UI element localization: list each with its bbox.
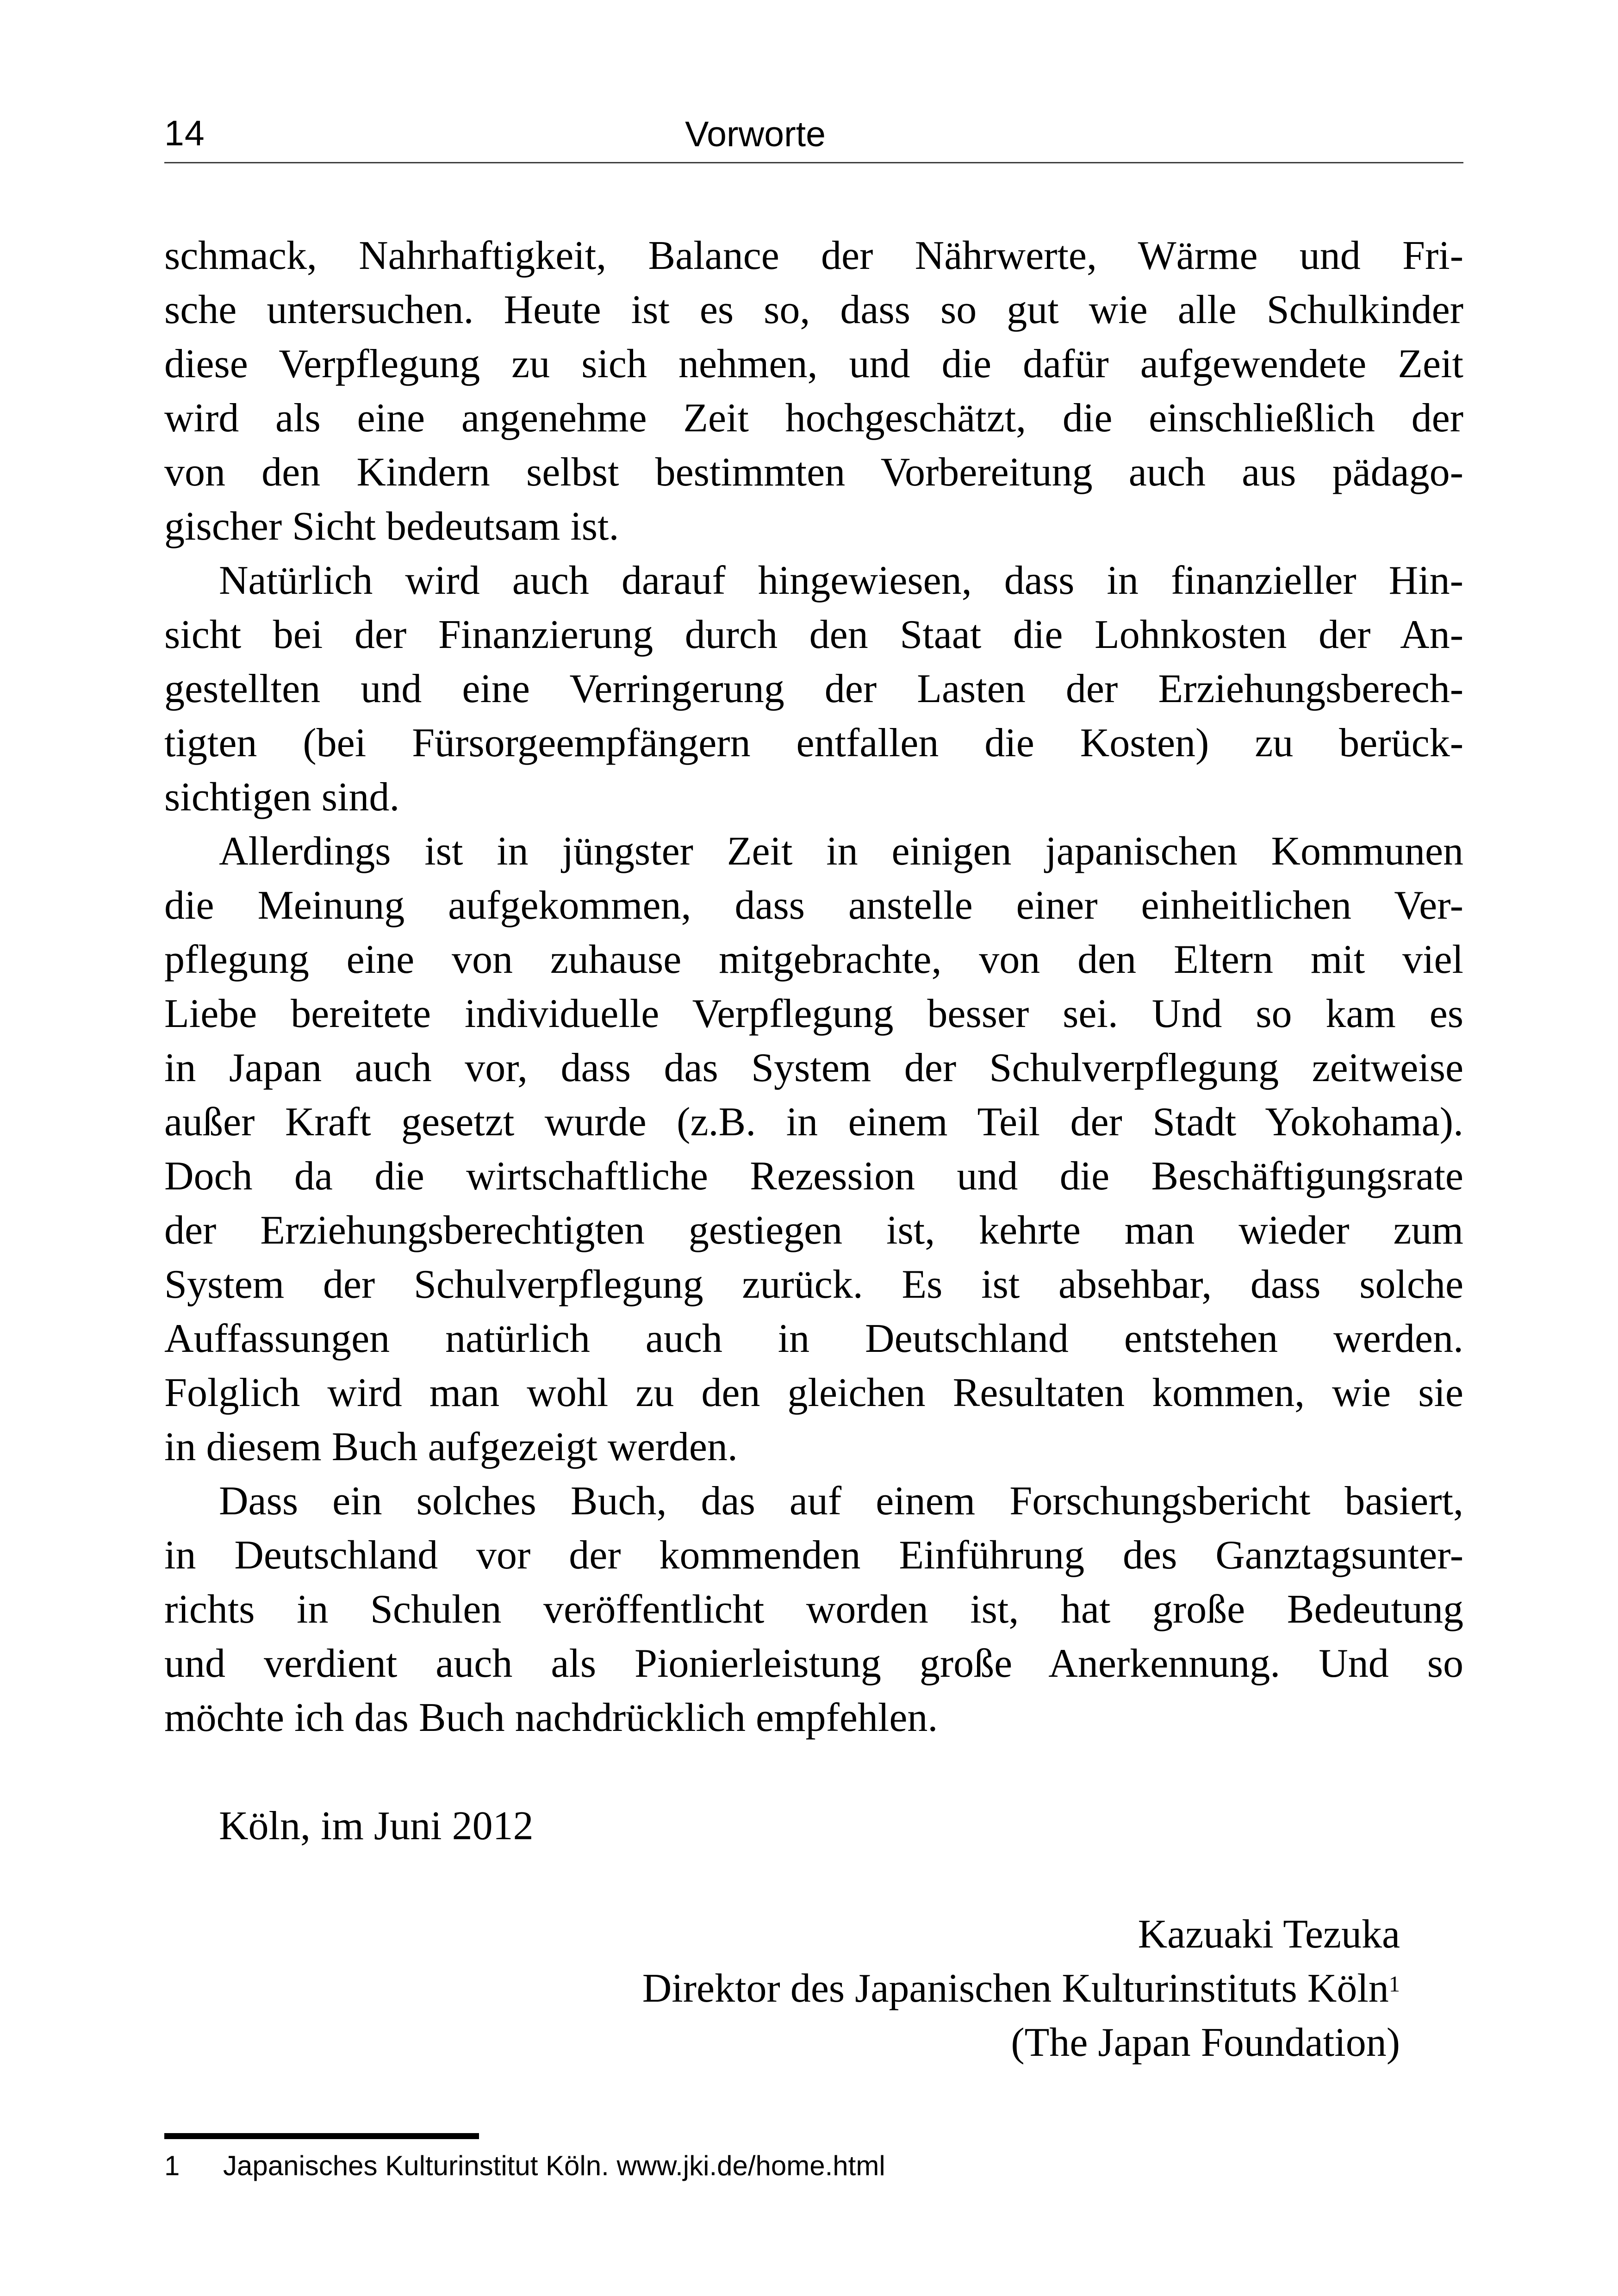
footnote-number: 1 (164, 2150, 180, 2181)
footnote-separator-rule (164, 2133, 479, 2139)
text-line-p3-l2: die Meinung aufgekommen, dass anstelle einer einheitlichen Ver- (164, 883, 1463, 928)
text-line-p2-l2: sicht bei der Finanzierung durch den Staat die Lohnkosten der An- (164, 612, 1463, 657)
text-line-p1-l2: sche untersuchen. Heute ist es so, dass so gut wie alle Schulkinder (164, 287, 1463, 332)
header-rule (164, 162, 1463, 163)
text-line-p4-l2: in Deutschland vor der kommenden Einführung des Ganztagsunter- (164, 1533, 1463, 1578)
text-line-p2-l1: Natürlich wird auch darauf hingewiesen, dass in finanzieller Hin- (219, 558, 1463, 603)
footnote-text: Japanisches Kulturinstitut Köln. www.jki.de/home.html (223, 2150, 885, 2181)
text-line-p2-l5: sichtigen sind. (164, 775, 400, 820)
text-line-p3-l8: der Erziehungsberechtigten gestiegen ist, kehrte man wieder zum (164, 1208, 1463, 1253)
text-line-p2-l3: gestellten und eine Verringerung der Lasten der Erziehungsberech- (164, 666, 1463, 711)
dateline: Köln, im Juni 2012 (219, 1804, 534, 1848)
text-line-p1-l4: wird als eine angenehme Zeit hochgeschätzt, die einschließlich der (164, 396, 1463, 441)
text-line-p3-l4: Liebe bereitete individuelle Verpflegung besser sei. Und so kam es (164, 991, 1463, 1036)
text-line-p4-l4: und verdient auch als Pionierleistung große Anerkennung. Und so (164, 1641, 1463, 1686)
text-line-p4-l5: möchte ich das Buch nachdrücklich empfehlen. (164, 1695, 938, 1740)
text-line-p3-l7: Doch da die wirtschaftliche Rezession und die Beschäftigungsrate (164, 1154, 1463, 1199)
spacer-line (164, 1853, 1463, 1907)
body-text (164, 229, 1463, 2070)
text-line-p3-l9: System der Schulverpflegung zurück. Es ist absehbar, dass solche (164, 1262, 1463, 1307)
text-line-p1-l6: gischer Sicht bedeutsam ist. (164, 504, 619, 549)
spacer-line (164, 1745, 1463, 1799)
running-header-title: Vorworte (685, 114, 826, 154)
signature-organization: (The Japan Foundation) (1011, 2020, 1400, 2065)
signature-name: Kazuaki Tezuka (1138, 1912, 1400, 1957)
text-line-p1-l1: schmack, Nahrhaftigkeit, Balance der Nährwerte, Wärme und Fri- (164, 233, 1463, 278)
text-line-p2-l4: tigten (bei Fürsorgeempfängern entfallen die Kosten) zu berück- (164, 721, 1463, 765)
signature-role: Direktor des Japanischen Kulturinstituts Köln$^1$ (642, 1966, 1400, 2011)
text-line-p3-l3: pflegung eine von zuhause mitgebrachte, von den Eltern mit viel (164, 937, 1463, 982)
text-line-p3-l10: Auffassungen natürlich auch in Deutschland entstehen werden. (164, 1316, 1463, 1361)
text-line-p4-l3: richts in Schulen veröffentlicht worden ist, hat große Bedeutung (164, 1587, 1463, 1632)
page-number: 14 (164, 113, 205, 153)
text-line-p3-l6: außer Kraft gesetzt wurde (z.B. in einem Teil der Stadt Yokohama). (164, 1100, 1463, 1145)
text-line-p3-l1: Allerdings ist in jüngster Zeit in einigen japanischen Kommunen (219, 829, 1463, 874)
text-line-p4-l1: Dass ein solches Buch, das auf einem Forschungsbericht basiert, (219, 1479, 1463, 1524)
text-line-p1-l3: diese Verpflegung zu sich nehmen, und die dafür aufgewendete Zeit (164, 342, 1463, 386)
text-line-p3-l12: in diesem Buch aufgezeigt werden. (164, 1425, 738, 1469)
text-line-p3-l5: in Japan auch vor, dass das System der Schulverpflegung zeitweise (164, 1045, 1463, 1090)
text-line-p1-l5: von den Kindern selbst bestimmten Vorbereitung auch aus pädago- (164, 450, 1463, 495)
text-line-p3-l11: Folglich wird man wohl zu den gleichen Resultaten kommen, wie sie (164, 1370, 1463, 1415)
signature-footnote-ref: 1 (1388, 1972, 1400, 1997)
footnote (164, 2152, 1463, 2180)
